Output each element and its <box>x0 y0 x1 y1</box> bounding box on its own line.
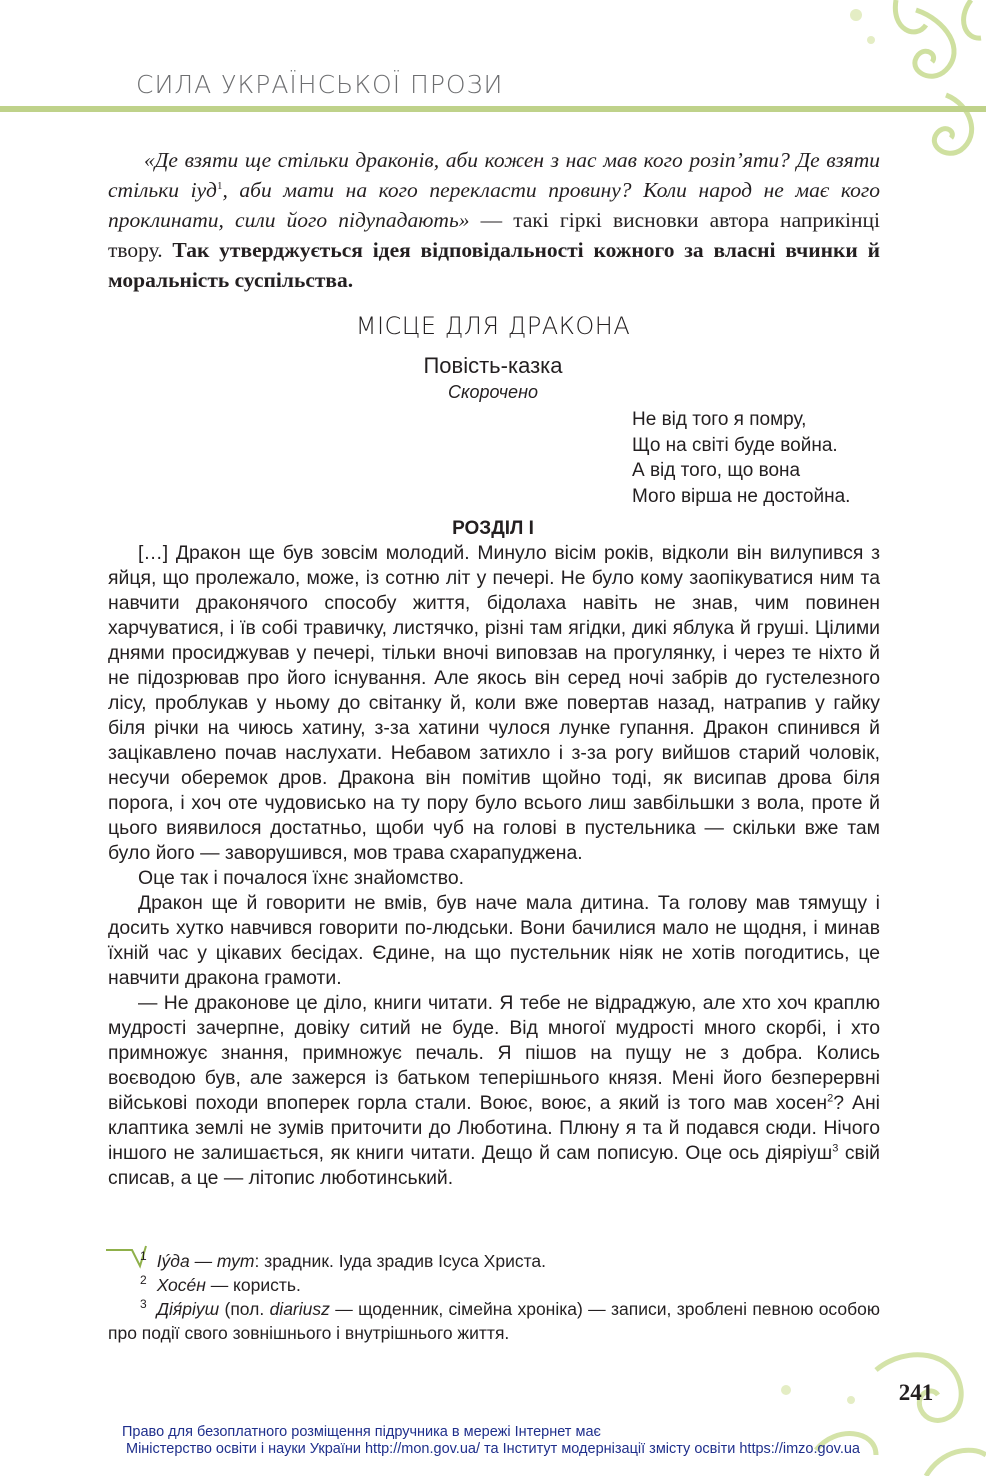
running-header-title: СИЛА УКРАЇНСЬКОЇ ПРОЗИ <box>136 70 504 99</box>
legal-notice <box>0 1424 986 1458</box>
legal-line: Міністерство освіти і науки України http://mon.gov.ua/ та Інститут модернізації змісту освіти https://imzo.gov.ua <box>126 1441 860 1457</box>
footnote-number: 3 <box>140 1297 147 1312</box>
story-body <box>108 541 880 1191</box>
footnote-ref-2: 2 <box>827 1092 834 1105</box>
epigraph-line: Не від того я помру, <box>632 409 807 430</box>
story-title: МІСЦЕ ДЛЯ ДРАКОНА <box>355 312 631 340</box>
story-subtitle: Повість-казка <box>423 353 563 378</box>
footnote-term: Хосéн <box>156 1275 206 1295</box>
story-abridged-note: Скорочено <box>448 382 538 402</box>
footnote-text: (пол. <box>219 1299 270 1319</box>
body-paragraph: Дракон ще й говорити не вмів, був наче мала дитина. Та голову мав тямущу і досить хутко навчився говорити по-людськи. Вони бачилися мало не щодня, і минав їхній час у цікавих бесідах. Єдине, на що пустельник ніяк не хотів погодитись, це навчити дракона грамоти. <box>108 892 880 989</box>
footnote-term: diariusz <box>269 1299 330 1319</box>
body-paragraph: Оце так і почалося їхнє знайомство. <box>138 867 465 889</box>
footnote-ref-3: 3 <box>832 1142 839 1155</box>
footnote-text: — користь. <box>205 1275 301 1295</box>
epigraph <box>632 407 850 509</box>
intro-paragraph <box>108 145 880 295</box>
intro-quote-rest: , аби мати на кого перекласти провину? Коли народ не має кого проклинати, сили його підупадають» <box>108 178 880 232</box>
footnote-number: 2 <box>140 1273 147 1288</box>
body-paragraph: […] Дракон ще був зовсім молодий. Минуло вісім років, відколи він вилупився з яйця, що пролежало, може, із сотню літ у печері. Не було кому заопікуватися ним та навчити драконячого способу життя, бідолаха навіть не знав, чим повинен харчуватися, і їв собі травичку, листячко, різні там ягідки, дикі яблука й груші. Цілими днями просиджував у печері, тільки вночі виповзав на прогулянку, і через те ніхто й не підозрював про його існування. Але якось він серед ночі забрів до густелезного лісу, проблукав у ньому до світанку й, коли вже повертав назад, натрапив у гайку біля річки на чиюсь хатину, з-за хатини чулося лунке гупання. Дракон спинився й зацікавлено почав наслухати. Небавом затихло і з-за рогу вийшов старий чоловік, несучи оберемок дров. Дракона він помітив щойно тоді, як висипав дрова біля порога, і хоч оте чудовисько на ту пору було всього лиш завбільшки з вола, проте й цього виявилося достатньо, щоби чуб на голові в пустельника — скільки вже там було його — заворушився, мов трава схарапуджена. <box>108 542 880 864</box>
footnote-ref-1: 1 <box>216 179 223 192</box>
footnote-item <box>108 1297 880 1345</box>
footnote-item <box>108 1273 880 1297</box>
footnotes <box>108 1249 880 1345</box>
body-text: — Не драконове це діло, книги читати. Я тебе не відраджую, але хто хоч краплю мудрості зачерпне, довіку ситий не буде. Від многої мудрості много скорбі, і хто примножує знання, примножує печаль. Я пішов на пущу не з добра. Колись воєводою був, але зажерся із батьком теперішнього князя. Мені його безперервні військові походи впоперек горла стали. Воює, воює, а який із того мав хосен <box>108 992 880 1114</box>
intro-bold-statement: Так утверджується ідея відповідальності кожного за власні вчинки й моральність суспільства. <box>108 238 881 292</box>
body-text: ? Ані клаптика землі не зумів приточити до Люботина. Плюну я та й подався сюди. Нічого іншого не залишається, як книги читати. Дещо й сам пописую. Оце ось діяріуш <box>108 1092 880 1164</box>
footnote-text: : зрадник. Іуда зрадив Ісуса Христа. <box>254 1251 547 1271</box>
footnote-number: 1 <box>140 1249 147 1264</box>
epigraph-line: А від того, що вона <box>632 460 801 481</box>
page-number: 241 <box>898 1380 934 1405</box>
epigraph-line: Що на світі буде война. <box>632 434 838 456</box>
footnote-text: — щоденник, сімейна хроніка) — записи, зроблені певною особою про події свого зовнішнього і внутрішнього життя. <box>108 1299 880 1343</box>
footnote-term: Дія́ріуш <box>156 1299 220 1319</box>
intro-conclusion: — такі гіркі висновки автора наприкінці твору. <box>108 208 880 262</box>
chapter-heading: РОЗДІЛ І <box>452 518 534 539</box>
footnote-item <box>108 1249 880 1273</box>
intro-quote: «Де взяти ще стільки драконів, аби кожен з нас мав кого розіп’яти? Де взяти стільки іуд <box>108 148 880 202</box>
header-divider <box>0 106 986 112</box>
footnote-term: Іýда — тут <box>156 1251 255 1271</box>
body-text: свій списав, а це — літопис люботинський. <box>108 1142 880 1189</box>
body-paragraph <box>108 991 880 1191</box>
legal-line: Право для безоплатного розміщення підручника в мережі Інтернет має <box>122 1424 601 1440</box>
epigraph-line: Мого вірша не достойна. <box>632 485 851 507</box>
